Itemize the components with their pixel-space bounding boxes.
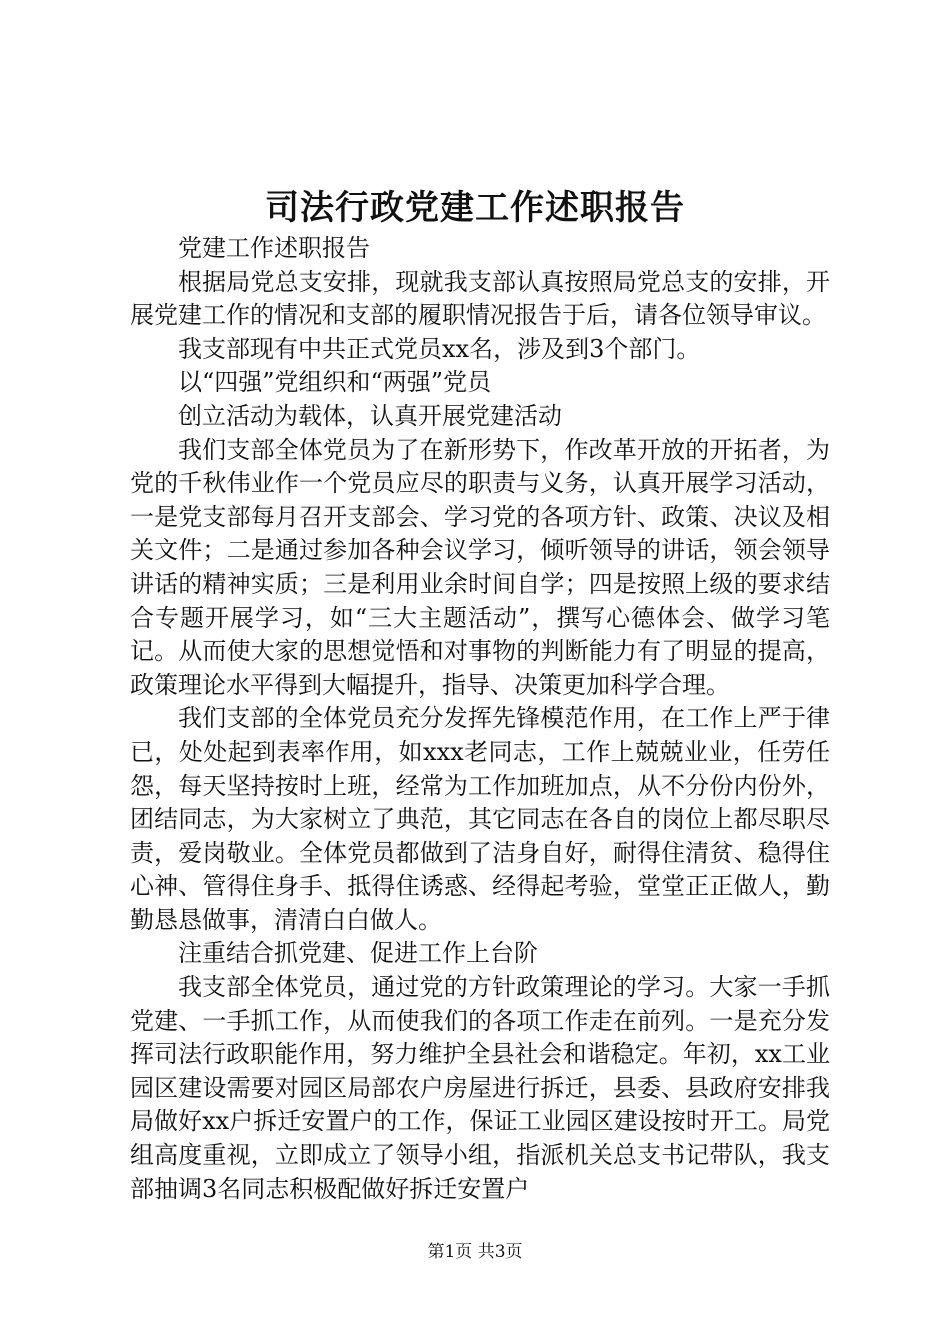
paragraph: 我们支部的全体党员充分发挥先锋模范作用，在工作上严于律已，处处起到表率作用，如xxx老同志，工作上兢兢业业，任劳任怨，每天坚持按时上班，经常为工作加班加点，从不分份内份外，团结同志，为大家树立了典范，其它同志在各自的岗位上都尽职尽责，爱岗敬业。全体党员都做到了洁身自好，耐得住清贫、稳得住心神、管得住身手、抵得住诱惑、经得起考验，堂堂正正做人，勤勤恳恳做事，清清白白做人。 — [130, 704, 830, 934]
document-title: 司法行政党建工作述职报告 — [265, 188, 685, 228]
paragraph: 根据局党总支安排，现就我支部认真按照局党总支的安排，开展党建工作的情况和支部的履职情况报告于后，请各位领导审议。 — [130, 267, 830, 330]
paragraph: 我支部全体党员，通过党的方针政策理论的学习。大家一手抓党建、一手抓工作，从而使我们的各项工作走在前列。一是充分发挥司法行政职能作用，努力维护全县社会和谐稳定。年初，xx工业园区建设需要对园区局部农户房屋进行拆迁，县委、县政府安排我局做好xx户拆迁安置户的工作，保证工业园区建设按时开工。局党组高度重视，立即成立了领导小组，指派机关总支书记带队，我支部抽调3名同志积极配做好拆迁安置户 — [130, 973, 830, 1203]
page-footer: 第1页 共3页 — [427, 1242, 523, 1262]
paragraph: 党建工作述职报告 — [178, 234, 370, 262]
paragraph: 我支部现有中共正式党员xx名，涉及到3个部门。 — [178, 334, 701, 363]
paragraph: 注重结合抓党建、促进工作上台阶 — [178, 939, 538, 968]
document-body — [130, 232, 830, 1206]
paragraph: 以“四强”党组织和“两强”党员 — [178, 368, 492, 397]
paragraph: 我们支部全体党员为了在新形势下，作改革开放的开拓者，为党的千秋伟业作一个党员应尽的职责与义务，认真开展学习活动，一是党支部每月召开支部会、学习党的各项方针、政策、决议及相关文件；二是通过参加各种会议学习，倾听领导的讲话，领会领导讲话的精神实质；三是利用业余时间自学；四是按照上级的要求结合专题开展学习，如“三大主题活动”，撰写心德体会、做学习笔记。从而使大家的思想觉悟和对事物的判断能力有了明显的提高，政策理论水平得到大幅提升，指导、决策更加科学合理。 — [130, 435, 830, 699]
paragraph: 创立活动为载体，认真开展党建活动 — [178, 401, 562, 430]
